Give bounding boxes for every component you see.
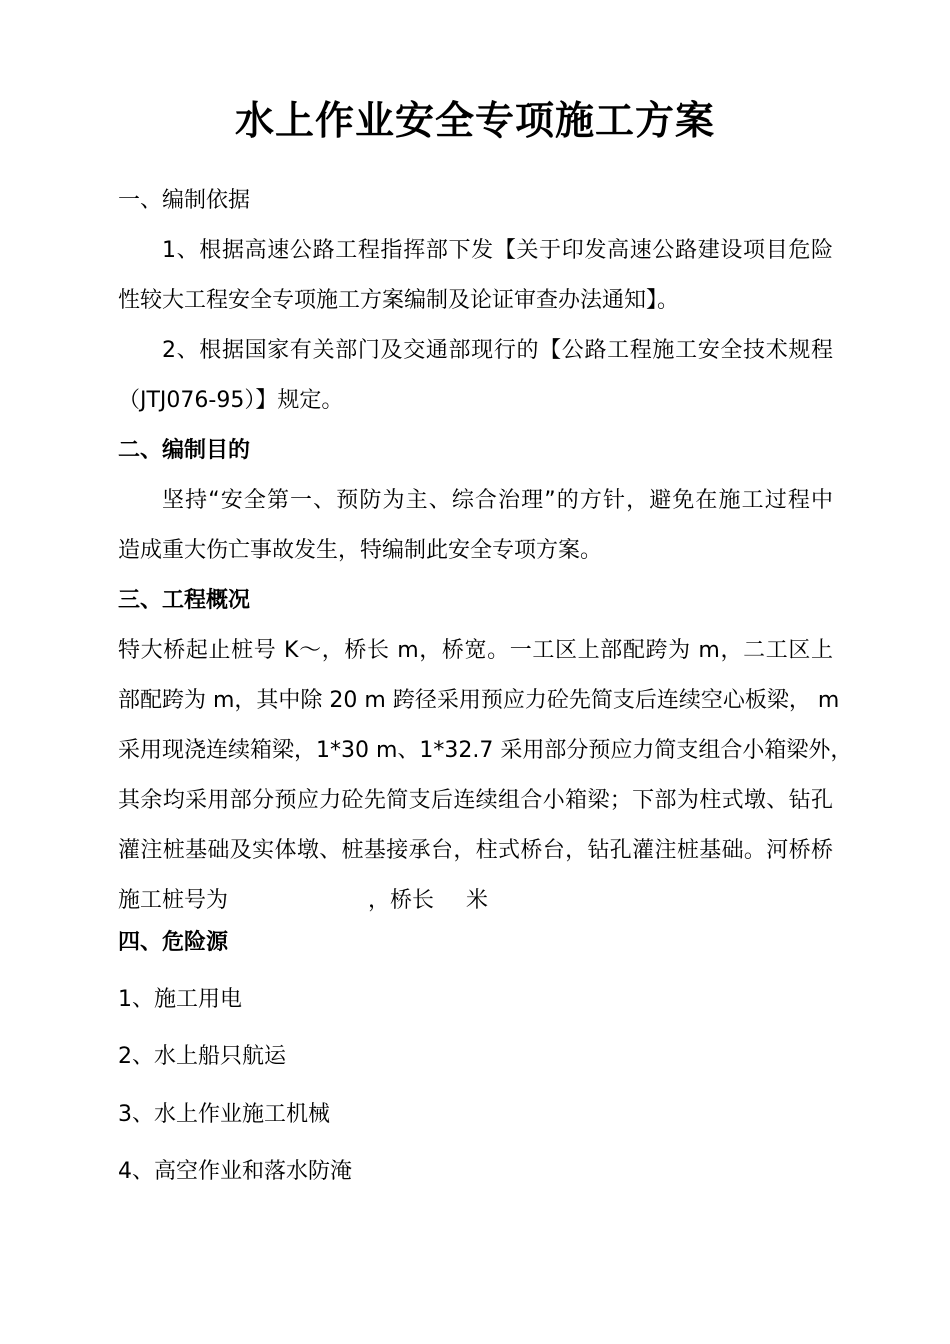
paragraph-purpose-line-2: 造成重大伤亡事故发生，特编制此安全专项方案。 xyxy=(118,538,603,563)
hazard-item-4: 4、高空作业和落水防淹 xyxy=(118,1159,352,1184)
section-heading-overview: 三、工程概况 xyxy=(118,588,251,613)
paragraph-overview-line-1: 特大桥起止桩号 K～，桥长 m，桥宽。一工区上部配跨为 m，二工区上 xyxy=(118,638,833,663)
section-heading-purpose: 二、编制目的 xyxy=(118,438,251,463)
unit-meter-label: 米 xyxy=(466,888,489,913)
section-heading-basis: 一、编制依据 xyxy=(118,188,251,213)
bridge-length-label: ，桥长 xyxy=(368,888,435,913)
paragraph-overview-line-3: 采用现浇连续箱梁，1*30 m、1*32.7 采用部分预应力简支组合小箱梁外， xyxy=(118,738,853,763)
paragraph-overview-line-4: 其余均采用部分预应力砼先简支后连续组合小箱梁；下部为柱式墩、钻孔 xyxy=(118,788,833,813)
hazard-item-1: 1、施工用电 xyxy=(118,987,242,1012)
pile-number-label: 施工桩号为 xyxy=(118,888,229,913)
paragraph-basis-1-line-2: 性较大工程安全专项施工方案编制及论证审查办法通知】。 xyxy=(118,288,680,313)
paragraph-purpose-line-1: 坚持“安全第一、预防为主、综合治理”的方针，避免在施工过程中 xyxy=(162,488,833,513)
paragraph-overview-line-6 xyxy=(118,886,488,916)
paragraph-overview-line-5: 灌注桩基础及实体墩、桩基接承台，柱式桥台，钻孔灌注桩基础。河桥桥 xyxy=(118,838,833,863)
paragraph-basis-2-line-2: （JTJ076-95）】规定。 xyxy=(118,388,344,413)
hazard-item-2: 2、水上船只航运 xyxy=(118,1044,286,1069)
paragraph-basis-1-line-1: 1、根据高速公路工程指挥部下发【关于印发高速公路建设项目危险 xyxy=(162,238,833,263)
paragraph-overview-line-2: 部配跨为 m，其中除 20 m 跨径采用预应力砼先简支后连续空心板梁， m xyxy=(118,688,840,713)
paragraph-basis-2-line-1: 2、根据国家有关部门及交通部现行的【公路工程施工安全技术规程 xyxy=(162,338,833,363)
document-title: 水上作业安全专项施工方案 xyxy=(234,99,715,144)
hazard-item-3: 3、水上作业施工机械 xyxy=(118,1102,330,1127)
section-heading-hazards: 四、危险源 xyxy=(118,930,229,955)
